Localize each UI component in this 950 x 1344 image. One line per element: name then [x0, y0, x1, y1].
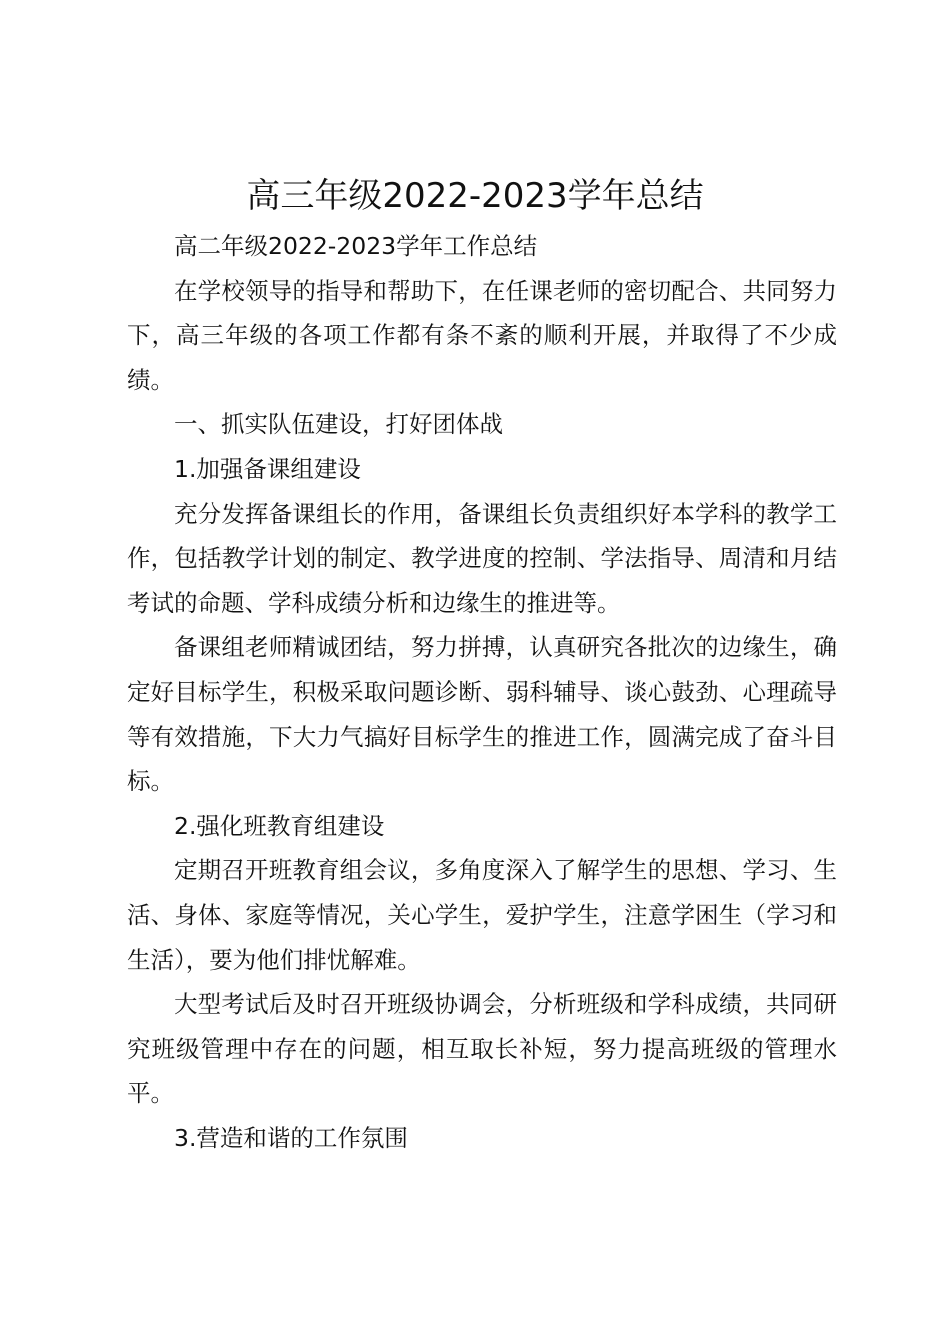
document-title: 高三年级2022-2023学年总结 [246, 176, 704, 216]
subheading-3: 3.营造和谐的工作氛围 [174, 1123, 408, 1152]
subtitle-paragraph: 高二年级2022-2023学年工作总结 [174, 232, 538, 260]
intro-paragraph: 在学校领导的指导和帮助下，在任课老师的密切配合、共同努力下，高三年级的各项工作都有条不紊的顺利开展，并取得了不少成绩。 [127, 276, 837, 394]
section-heading-1: 一、抓实队伍建设，打好团体战 [174, 410, 503, 439]
body-paragraph: 大型考试后及时召开班级协调会，分析班级和学科成绩，共同研究班级管理中存在的问题，相互取长补短，努力提高班级的管理水平。 [127, 990, 837, 1108]
subheading-1: 1.加强备课组建设 [174, 454, 361, 483]
subheading-2: 2.强化班教育组建设 [174, 811, 385, 840]
body-paragraph: 备课组老师精诚团结，努力拼搏，认真研究各批次的边缘生，确定好目标学生，积极采取问题诊断、弱科辅导、谈心鼓劲、心理疏导等有效措施，下大力气搞好目标学生的推进工作，圆满完成了奋斗目标。 [127, 633, 837, 796]
body-paragraph: 定期召开班教育组会议，多角度深入了解学生的思想、学习、生活、身体、家庭等情况，关心学生，爱护学生，注意学困生（学习和生活），要为他们排忧解难。 [127, 856, 837, 974]
document-body [127, 224, 837, 1160]
body-paragraph: 充分发挥备课组长的作用，备课组长负责组织好本学科的教学工作，包括教学计划的制定、教学进度的控制、学法指导、周清和月结考试的命题、学科成绩分析和边缘生的推进等。 [127, 499, 837, 617]
